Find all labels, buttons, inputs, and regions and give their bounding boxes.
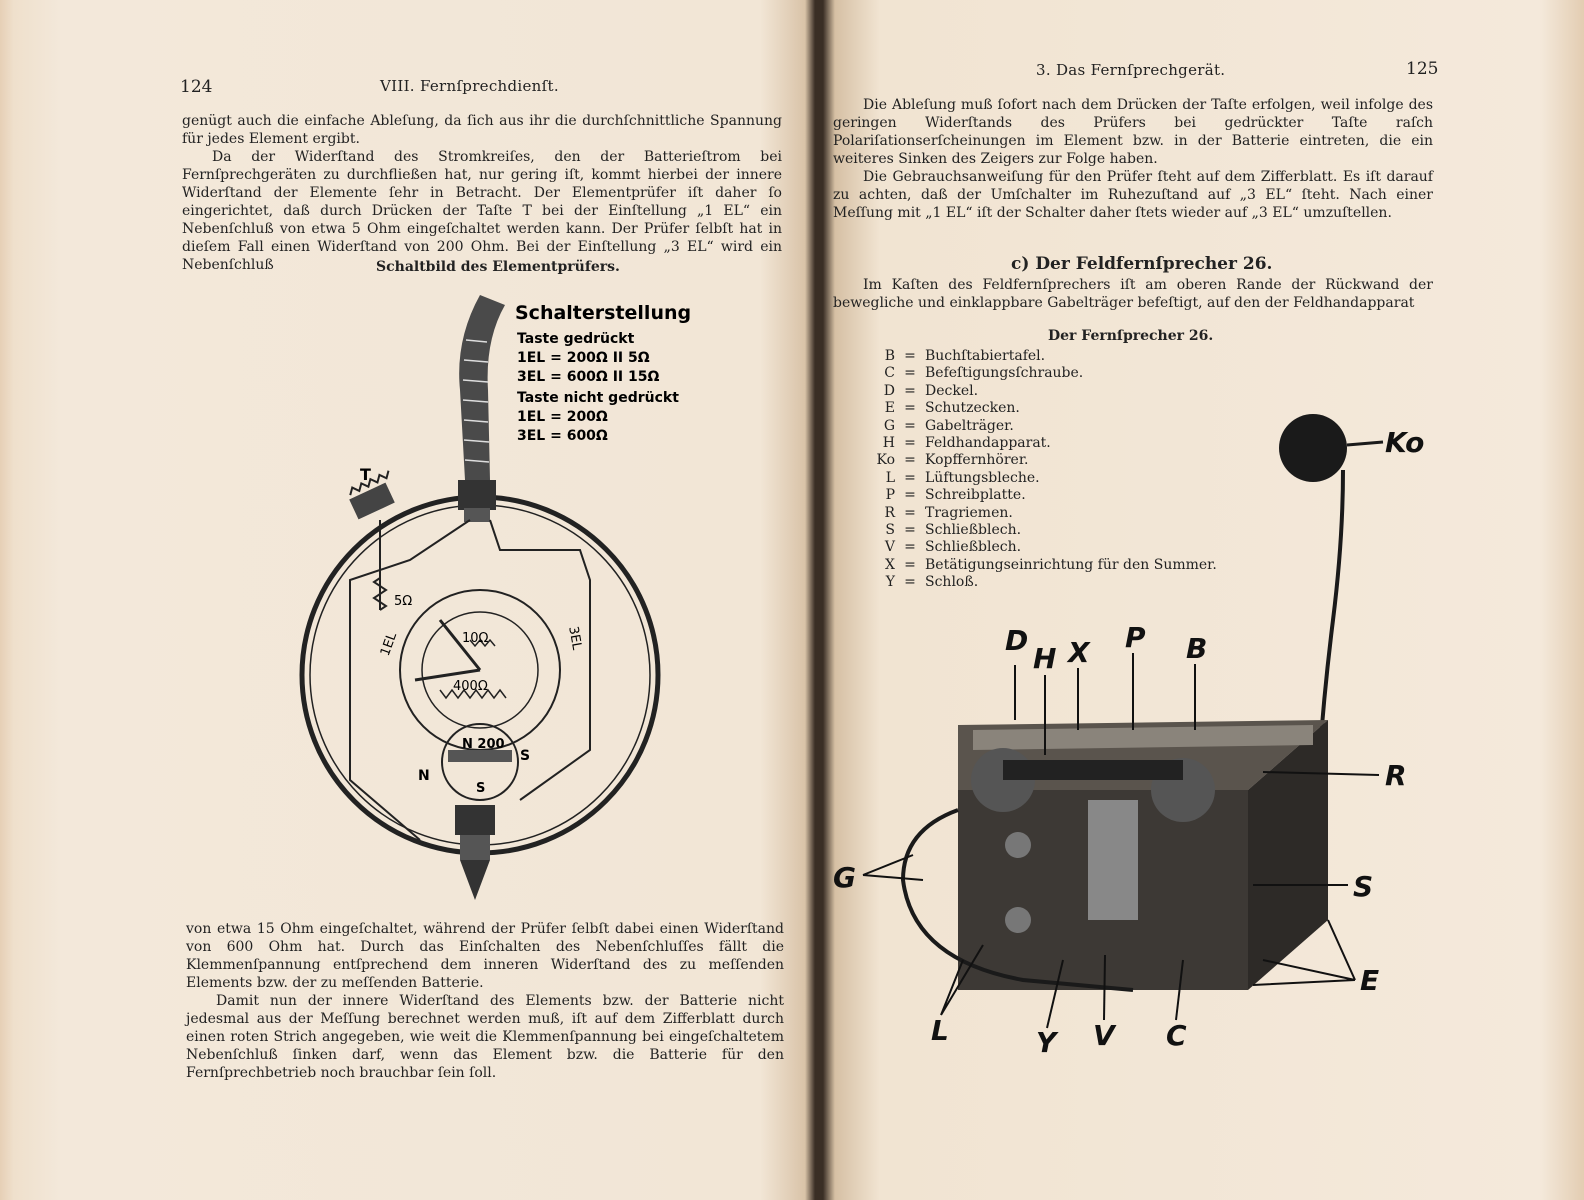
photo-label-g: G xyxy=(833,861,856,894)
paragraph: genügt auch die einfache Ableſung, da ſich aus ihr die durchſchnittliche Spannung für jedes Element ergibt. xyxy=(182,113,782,147)
running-head-right: 3. Das Fernſprechgerät. xyxy=(1036,61,1226,79)
section-heading: c) Der Feldfernſprecher 26. xyxy=(1011,254,1273,274)
photo-label-v: V xyxy=(1093,1019,1115,1052)
paragraph: Damit nun der innere Widerſtand des Elements bzw. der Batterie nicht jedesmal aus der Meſſung berechnet werden muß, iſt auf dem Zifferblatt durch einen roten Strich angegeben, wie weit die Klemmenſpannung bei eingeſchaltetem Nebenſchluß ſinken darf, wenn das Element bzw. die Batterie für den Fernſprechbetrieb noch brauchbar ſein ſoll. xyxy=(186,993,784,1081)
section-text xyxy=(833,276,1433,312)
schalter-line: Taste nicht gedrückt xyxy=(517,390,679,406)
legend-item: S = Schließblech. xyxy=(885,522,1022,539)
paragraph: Die Ableſung muß ſofort nach dem Drücken der Taſte erfolgen, weil infolge des geringen Widerſtands des Prüfers bei gedrückter Taſte raſch Polariſationserſcheinungen im Element bzw. in der Batterie eintreten, die ein weiteres Sinken des Zeigers zur Folge haben. xyxy=(833,97,1433,167)
legend-item: V = Schließblech. xyxy=(884,539,1022,556)
field-telephone-photo xyxy=(823,400,1463,1080)
legend-item: E = Schutzecken. xyxy=(884,400,1020,417)
legend-item: C = Befeſtigungsſchraube. xyxy=(884,365,1084,382)
schalter-line: 1EL = 200Ω xyxy=(517,409,608,425)
legend-item: G = Gabelträger. xyxy=(883,417,1014,434)
photo-label-b: B xyxy=(1186,632,1208,665)
legend-item: Y = Schloß. xyxy=(885,574,979,591)
photo-label-y: Y xyxy=(1036,1026,1057,1059)
paragraph: von etwa 15 Ohm eingeſchaltet, während der Prüfer ſelbſt dabei einen Widerſtand von 600 Ohm hat. Durch das Einſchalten des Nebenſchluſſes fällt die Klemmenſpannung entſprechend dem inneren Widerſtand des zu meſſenden Elements bzw. der zu meſſenden Batterie. xyxy=(186,921,784,991)
paragraph: Die Gebrauchsanweiſung für den Prüfer ſteht auf dem Zifferblatt. Es iſt darauf zu achten, daß der Umſchalter im Ruhezuſtand auf „3 EL“ ſteht. Nach einer Meſſung mit „1 EL“ iſt der Schalter daher ſtets wieder auf „3 EL“ umzuſtellen. xyxy=(833,169,1433,221)
schalter-line: 3EL = 600Ω II 15Ω xyxy=(517,369,660,385)
key-t xyxy=(348,465,395,519)
legend-item: D = Deckel. xyxy=(883,382,979,399)
cable-icon xyxy=(459,295,505,480)
label-400ohm: 400Ω xyxy=(453,679,488,694)
right-text-top xyxy=(833,96,1433,222)
label-n200: N 200 xyxy=(462,737,505,752)
paragraph: Im Kaſten des Feldfernſprechers iſt am oberen Rande der Rückwand der bewegliche und einklappbare Gabelträger befeſtigt, auf den der Feldhandapparat xyxy=(833,277,1433,311)
running-head-left: VIII. Fernſprechdienſt. xyxy=(380,77,559,95)
photo-label-ko: Ko xyxy=(1385,426,1425,459)
label-5ohm: 5Ω xyxy=(394,594,413,609)
left-text-bottom xyxy=(186,920,784,1082)
photo-label-x: X xyxy=(1068,636,1090,669)
page-number-right: 125 xyxy=(1406,59,1439,79)
legend-item: X = Betätigungseinrichtung für den Summer. xyxy=(885,556,1217,573)
photo-label-h: H xyxy=(1033,642,1057,675)
photo-label-c: C xyxy=(1166,1019,1187,1052)
paragraph: Da der Widerſtand des Stromkreiſes, den der Batterieſtrom bei Fernſprechgeräten zu durchfließen hat, nur gering iſt, kommt hierbei der innere Widerſtand der Elemente ſehr in Betracht. Der Elementprüfer iſt daher ſo eingerichtet, daß durch Drücken der Taſte T bei der Einſtellung „1 EL“ ein Nebenſchluß von etwa 5 Ohm eingeſchaltet werden kann. Der Prüfer ſelbſt hat in dieſem Fall einen Widerſtand von 200 Ohm. Bei der Einſtellung „3 EL“ wird ein Nebenſchluß xyxy=(182,149,782,273)
legend-item: R = Tragriemen. xyxy=(884,504,1013,521)
photo-label-d: D xyxy=(1005,624,1029,657)
photo-label-r: R xyxy=(1385,759,1407,792)
schalter-line: Taste gedrückt xyxy=(517,331,635,347)
top-connector xyxy=(458,480,496,510)
label-s2: S xyxy=(476,781,486,796)
probe-tip xyxy=(455,805,495,900)
photo-label-s: S xyxy=(1353,870,1374,903)
legend-item: L = Lüftungsbleche. xyxy=(885,469,1040,486)
label-s: S xyxy=(520,748,531,764)
figure-caption-left: Schaltbild des Elementprüfers. xyxy=(376,259,620,275)
photo-label-p: P xyxy=(1125,621,1146,654)
label-1el: 1EL xyxy=(377,630,401,659)
schalter-line: 1EL = 200Ω II 5Ω xyxy=(517,350,650,366)
label-3el: 3EL xyxy=(565,625,585,652)
circuit-diagram xyxy=(290,280,710,910)
left-text-top xyxy=(182,112,782,274)
page-number-left: 124 xyxy=(180,77,213,97)
label-n: N xyxy=(418,768,430,784)
right-page xyxy=(823,0,1584,1200)
legend-item: H = Feldhandapparat. xyxy=(882,435,1051,452)
legend-item: P = Schreibplatte. xyxy=(885,487,1026,504)
schalterstellung-title: Schalterstellung xyxy=(515,302,692,324)
legend-item: Ko = Kopffernhörer. xyxy=(876,452,1029,469)
label-t: T xyxy=(360,465,371,484)
headphone-icon xyxy=(1279,414,1347,482)
label-10ohm: 10Ω xyxy=(462,631,489,646)
telephone-box xyxy=(903,720,1328,990)
legend-item: B = Buchſtabiertafel. xyxy=(884,348,1046,364)
photo-label-l: L xyxy=(931,1014,949,1047)
schalter-line: 3EL = 600Ω xyxy=(517,428,608,444)
photo-label-e: E xyxy=(1360,964,1380,997)
figure-caption-right: Der Fernſprecher 26. xyxy=(1048,328,1214,344)
